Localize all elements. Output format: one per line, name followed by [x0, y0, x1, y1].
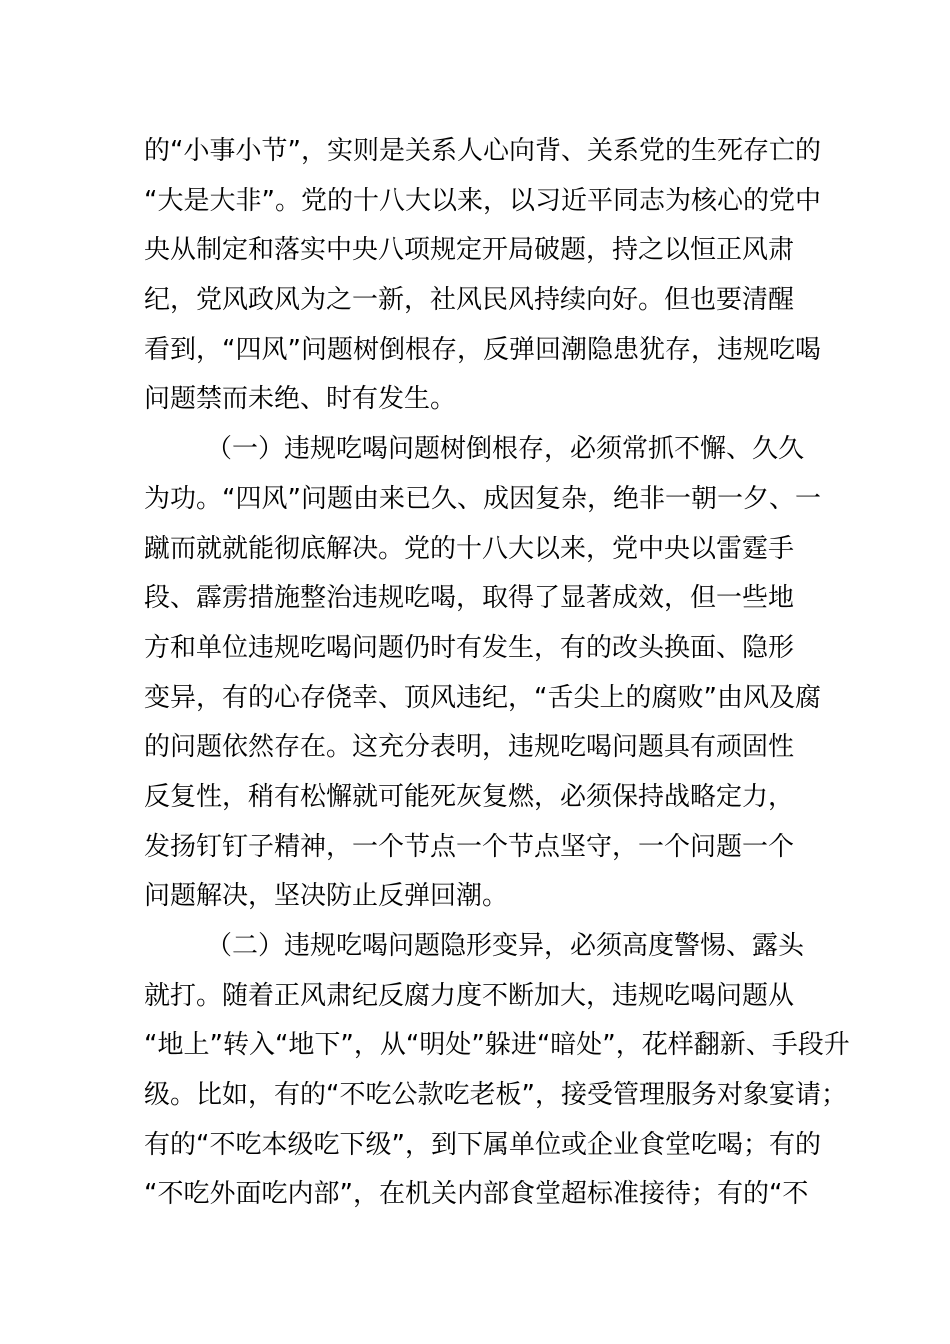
text-line: 就打。随着正风肃纪反腐力度不断加大，违规吃喝问题从 [144, 980, 795, 1011]
text-line: 段、霹雳措施整治违规吃喝，取得了显著成效，但一些地 [144, 583, 795, 614]
text-line: 变异，有的心存侥幸、顶风违纪，“舌尖上的腐败”由风及腐 [144, 682, 821, 713]
text-line: “大是大非”。党的十八大以来，以习近平同志为核心的党中 [144, 185, 821, 216]
text-line: 蹴而就就能彻底解决。党的十八大以来，党中央以雷霆手 [144, 533, 795, 564]
section-heading-line: （二）违规吃喝问题隐形变异，必须高度警惕、露头 [206, 931, 805, 961]
text-line: 的“小事小节”，实则是关系人心向背、关系党的生死存亡的 [144, 136, 821, 166]
text-line: 问题解决，坚决防止反弹回潮。 [144, 881, 509, 912]
text-line: “地上”转入“地下”，从“明处”躲进“暗处”，花样翻新、手段升 [144, 1030, 850, 1061]
text-line: 的问题依然存在。这充分表明，违规吃喝问题具有顽固性 [144, 732, 795, 763]
text-line: 发扬钉钉子精神，一个节点一个节点坚守，一个问题一个 [144, 831, 795, 862]
text-line: 问题禁而未绝、时有发生。 [144, 384, 457, 415]
body-text [144, 127, 850, 1220]
text-line: 有的“不吃本级吃下级”，到下属单位或企业食堂吃喝；有的 [144, 1129, 821, 1160]
text-line: 级。比如，有的“不吃公款吃老板”，接受管理服务对象宴请； [144, 1080, 847, 1111]
text-line: 方和单位违规吃喝问题仍时有发生，有的改头换面、隐形 [144, 632, 795, 663]
text-line: 为功。“四风”问题由来已久、成因复杂，绝非一朝一夕、一 [144, 483, 821, 514]
section-heading-line: （一）违规吃喝问题树倒根存，必须常抓不懈、久久 [206, 434, 805, 465]
text-line: 央从制定和落实中央八项规定开局破题，持之以恒正风肃 [144, 235, 795, 266]
text-line: “不吃外面吃内部”，在机关内部食堂超标准接待；有的“不 [144, 1179, 809, 1210]
text-line: 纪，党风政风为之一新，社风民风持续向好。但也要清醒 [144, 285, 795, 316]
text-line: 看到，“四风”问题树倒根存，反弹回潮隐患犹存，违规吃喝 [144, 334, 821, 365]
text-line: 反复性，稍有松懈就可能死灰复燃，必须保持战略定力， [144, 781, 795, 812]
